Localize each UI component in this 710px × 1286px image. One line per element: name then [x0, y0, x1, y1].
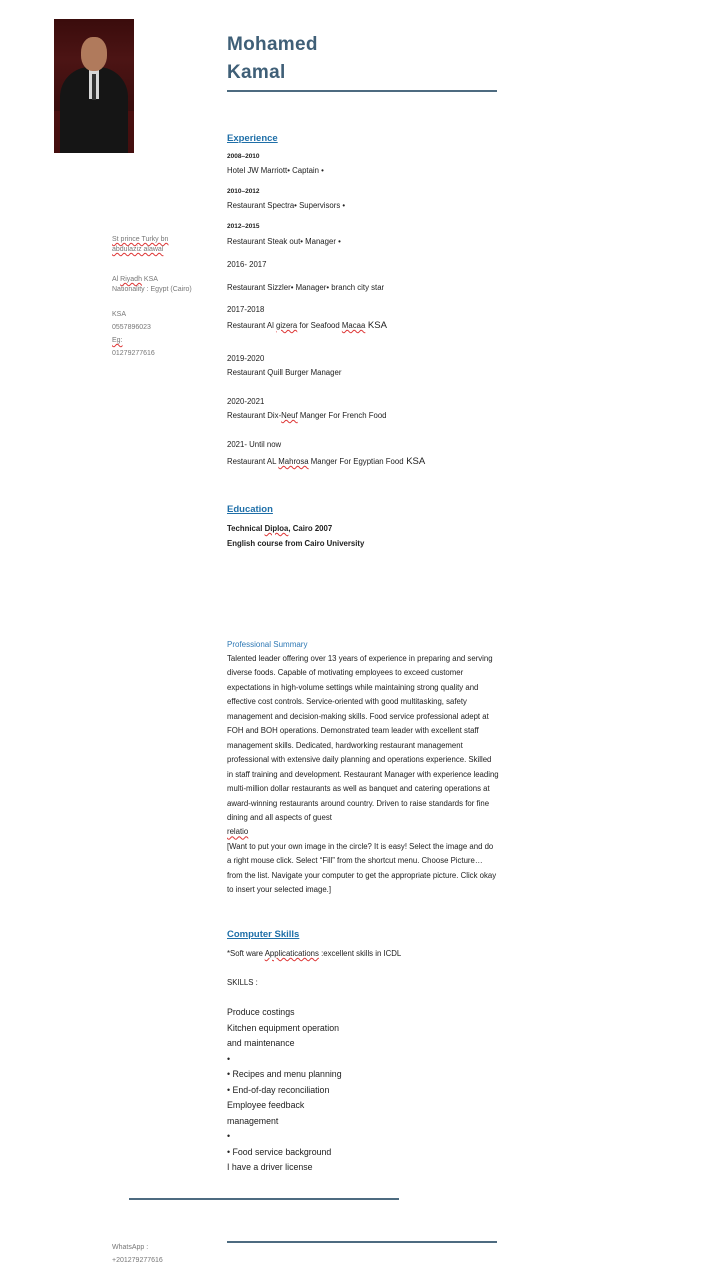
- summary-tail: relatio: [227, 827, 249, 837]
- computer-skills-heading: Computer Skills: [227, 929, 300, 940]
- exp-role: Restaurant Spectra• Supervisors •: [227, 201, 346, 210]
- skill-item: • Food service background: [227, 1146, 332, 1157]
- skills-label: SKILLS :: [227, 978, 258, 987]
- exp-years: 2020-2021: [227, 397, 265, 406]
- header-rule: [227, 90, 497, 92]
- nationality: Nationality : Egypt (Cairo): [112, 286, 192, 293]
- exp-years: 2021- Until now: [227, 440, 282, 449]
- skill-item: • Recipes and menu planning: [227, 1069, 342, 1079]
- exp-role: Restaurant Dix-Neuf Manger For French Food: [227, 411, 387, 420]
- name-heading: [227, 31, 318, 87]
- skill-item: • End-of-day reconciliation: [227, 1084, 330, 1095]
- education-course: English course from Cairo University: [227, 539, 365, 548]
- first-name: Mohamed: [227, 34, 318, 55]
- skill-item: •: [227, 1053, 231, 1064]
- summary-heading: Professional Summary: [227, 640, 308, 649]
- exp-role: Restaurant Steak out• Manager •: [227, 237, 341, 246]
- summary-body: [227, 652, 499, 898]
- exp-years: 2017-2018: [227, 305, 265, 314]
- skill-item: I have a driver license: [227, 1162, 313, 1172]
- exp-years: 2010–2012: [227, 188, 260, 195]
- eg-label: Eg:: [112, 337, 123, 344]
- software-skills: *Soft ware Applicatications :excellent skills in ICDL: [227, 949, 402, 958]
- exp-role: Hotel JW Marriott• Captain •: [227, 166, 324, 175]
- phone-eg: 01279277616: [112, 350, 155, 357]
- skill-item: Employee feedback: [227, 1100, 305, 1110]
- exp-years: 2019-2020: [227, 354, 265, 363]
- sidebar-phones: [112, 310, 155, 359]
- exp-years: 2016- 2017: [227, 260, 267, 269]
- skills-list: [227, 1005, 342, 1176]
- exp-years: 2012–2015: [227, 223, 260, 230]
- phone-ksa: 0557896023: [112, 324, 151, 331]
- skill-item: Kitchen equipment operation: [227, 1022, 339, 1033]
- summary-placeholder: [Want to put your own image in the circle? It is easy! Select the image and do a right mouse click. Select “Fill” from the shortcut menu. Choose Picture… from the list. Navigate your computer to get the appropriate picture. Click okay to insert your selected image.]: [227, 841, 497, 895]
- skill-item: and maintenance: [227, 1038, 295, 1048]
- exp-years: 2008–2010: [227, 153, 260, 160]
- whatsapp-contact: [112, 1241, 163, 1267]
- exp-role: Restaurant Sizzler• Manager• branch city star: [227, 283, 385, 292]
- sidebar-address: St prince Turky bn abdulaziz alawal: [112, 236, 169, 253]
- summary-text: Talented leader offering over 13 years of experience in preparing and serving diverse foods. Capable of motivating employees to exceed customer expectations in high-volume settings while maintaining strong quality and effective cost controls. Service-oriented with good multitasking, safety management and decision-making skills. Food service professional adept at FOH and BOH operations. Demonstrated team leader with excellent staff management skills. Dedicated, hardworking restaurant management professional with extensive daily planning and operations experience. Skilled in staff training and development. Restaurant Manager with experience leading multi-million dollar restaurants as well as banquet and catering operations at award-winning restaurants around country. Driven to raise standards for fine dining and all aspects of guest: [227, 654, 499, 822]
- exp-role: Restaurant Al gizera for Seafood Macaa KSA: [227, 320, 387, 331]
- last-name: Kamal: [227, 62, 286, 83]
- skill-item: •: [227, 1131, 231, 1141]
- profile-photo: [54, 19, 134, 153]
- education-diploma: Technical Diploa, Cairo 2007: [227, 524, 333, 533]
- skill-item: Produce costings: [227, 1007, 295, 1017]
- exp-role: Restaurant AL Mahrosa Manger For Egyptian Food KSA: [227, 456, 426, 467]
- sidebar-location: Al Riyadh KSA Nationality : Egypt (Cairo): [112, 276, 192, 293]
- exp-role: Restaurant Quill Burger Manager: [227, 368, 342, 377]
- footer-rule-left: [129, 1198, 399, 1200]
- experience-heading: Experience: [227, 133, 278, 144]
- skill-item: management: [227, 1115, 279, 1126]
- footer-rule-right: [227, 1241, 497, 1243]
- education-heading: Education: [227, 504, 273, 515]
- whatsapp-number: +201279277616: [112, 1257, 163, 1264]
- country: KSA: [112, 311, 127, 318]
- whatsapp-label: WhatsApp :: [112, 1244, 149, 1251]
